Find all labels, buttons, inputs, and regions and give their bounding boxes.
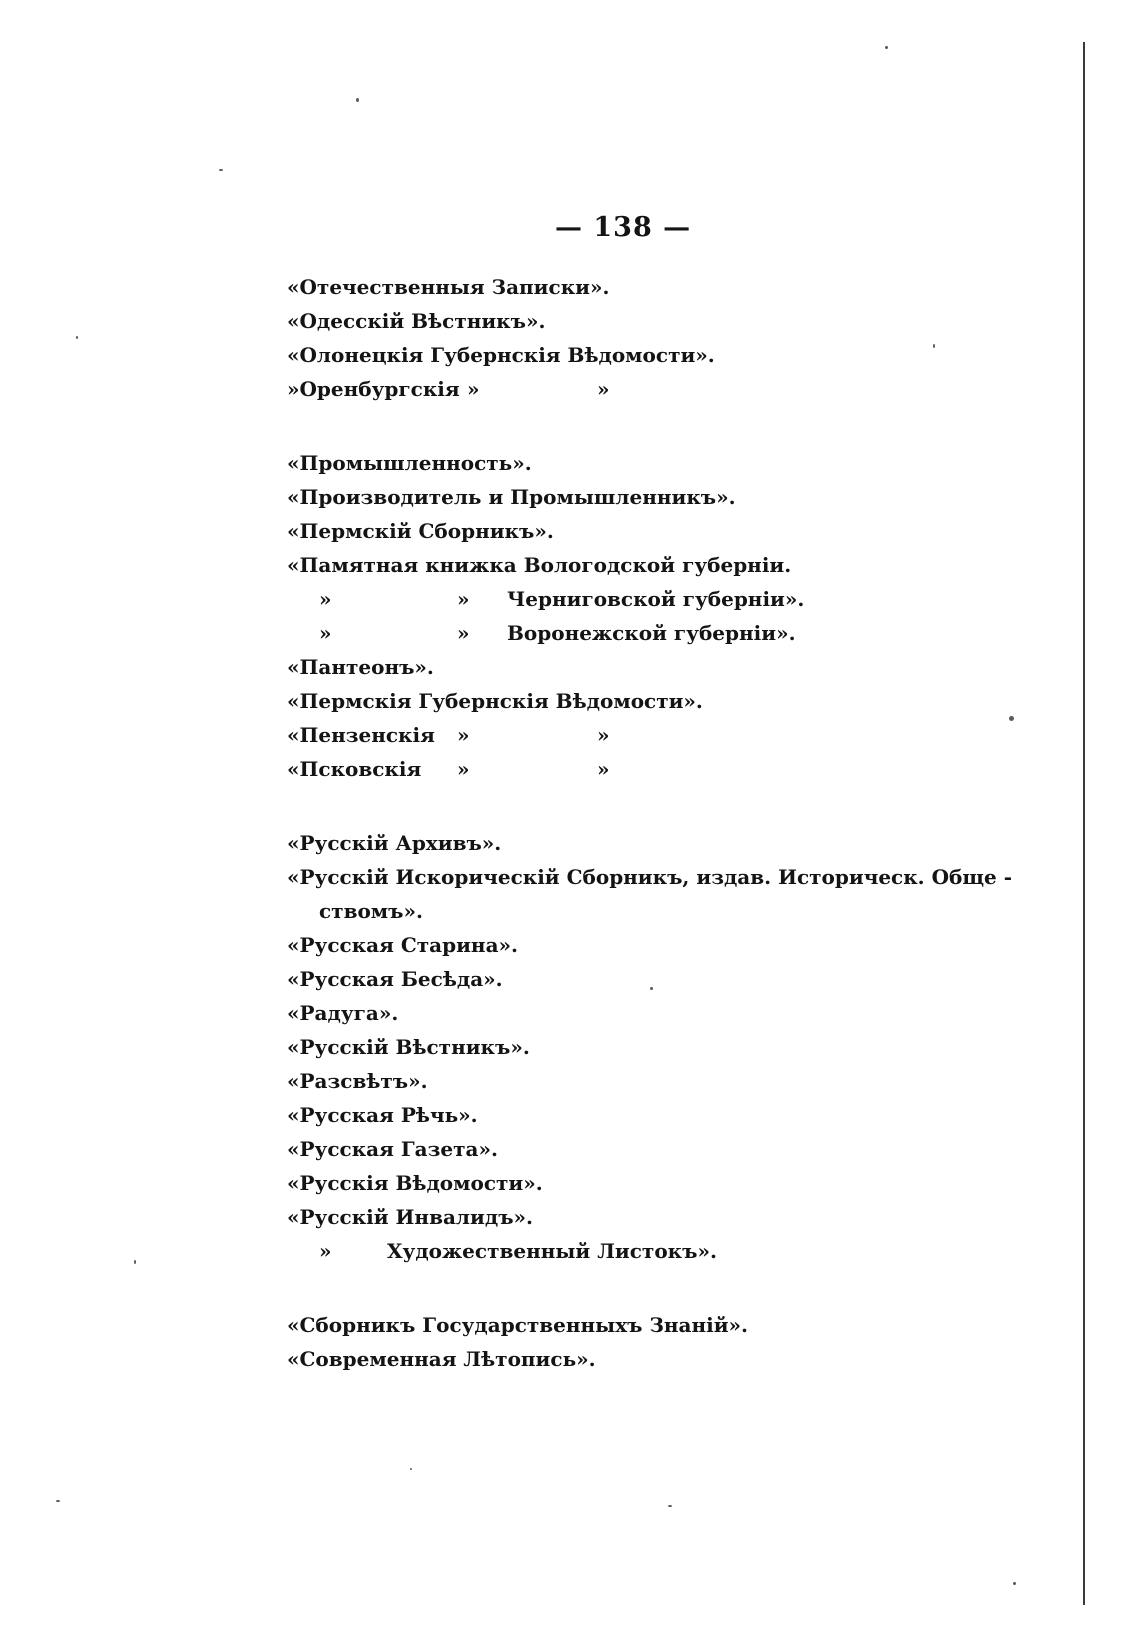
entry-text: «Современная Лѣтопись». [287,1347,596,1371]
scan-speck [134,1260,136,1264]
ditto-mark: » [457,587,470,611]
entry-text: «Русская Рѣчь». [287,1103,478,1127]
list-item [287,752,1047,786]
list-item [287,894,1047,928]
scan-speck [650,987,653,990]
entry-text: «Русскій Искорическій Сборникъ, издав. Историческ. Обще - [287,865,1012,889]
list-item [287,582,1047,616]
entry-text: «Русскія Вѣдомости». [287,1171,543,1195]
entry-text: «Русскій Архивъ». [287,831,502,855]
entry-text: «Сборникъ Государственныхъ Знаній». [287,1313,749,1337]
entry-text: «Пензенскія [287,723,435,747]
entry-text: «Пантеонъ». [287,655,434,679]
ditto-mark: » [467,377,480,401]
list-item [287,962,1047,996]
list-item [287,548,1047,582]
list-item [287,1342,1047,1376]
scan-speck [885,46,888,49]
scan-speck [56,1500,60,1502]
periodicals-list [287,270,1047,1376]
ditto-mark: » [597,723,610,747]
scan-speck [410,1468,412,1470]
ditto-mark: » [319,1239,332,1263]
ditto-mark: » [597,377,610,401]
list-item [287,616,1047,650]
entry-text: Воронежской губерніи». [507,621,796,645]
ditto-mark: » [457,757,470,781]
scan-speck [1009,716,1014,721]
list-item [287,1098,1047,1132]
entry-text: Художественный Листокъ». [387,1239,717,1263]
entry-text: «Русскій Вѣстникъ». [287,1035,530,1059]
scan-speck [933,344,935,348]
entry-text: «Псковскія [287,757,422,781]
entry-text: Черниговской губерніи». [507,587,805,611]
list-item [287,514,1047,548]
list-item [287,1200,1047,1234]
entry-text: «Производитель и Промышленникъ». [287,485,736,509]
ditto-mark: » [457,723,470,747]
list-item [287,826,1047,860]
entry-text: «Пермскія Губернскія Вѣдомости». [287,689,703,713]
entry-text: «Отечественныя Записки». [287,275,610,299]
list-item [287,1234,1047,1268]
entry-text: «Радуга». [287,1001,399,1025]
list-item [287,1064,1047,1098]
ditto-mark: » [597,757,610,781]
ditto-mark: » [457,621,470,645]
scan-speck [356,98,359,102]
ditto-mark: » [319,587,332,611]
ditto-mark: » [319,621,332,645]
page-edge-rule [1083,42,1085,1605]
entry-text: «Русская Старина». [287,933,518,957]
list-item [287,1166,1047,1200]
entry-text: «Русская Газета». [287,1137,498,1161]
list-item [287,1030,1047,1064]
scan-speck [219,169,223,171]
entry-text: «Памятная книжка Вологодской губерніи. [287,553,792,577]
entry-text: «Олонецкія Губернскія Вѣдомости». [287,343,715,367]
section-gap [287,786,1047,826]
list-item [287,996,1047,1030]
entry-text: ствомъ». [319,899,423,923]
scan-speck [1013,1582,1016,1585]
list-item [287,928,1047,962]
entry-text: «Разсвѣтъ». [287,1069,428,1093]
section-gap [287,406,1047,446]
entry-text: «Одесскій Вѣстникъ». [287,309,546,333]
section-gap [287,1268,1047,1308]
entry-text: »Оренбургскія [287,377,460,401]
list-item [287,1132,1047,1166]
entry-text: «Русскій Инвалидъ». [287,1205,533,1229]
list-item [287,446,1047,480]
page-number: — 138 — [555,212,692,243]
list-item [287,372,1047,406]
list-item [287,860,1047,894]
scan-speck [668,1505,672,1507]
scan-speck [76,336,78,339]
list-item [287,480,1047,514]
list-item [287,304,1047,338]
list-item [287,270,1047,304]
list-item [287,684,1047,718]
list-item [287,718,1047,752]
entry-text: «Промышленность». [287,451,532,475]
entry-text: «Пермскій Сборникъ». [287,519,554,543]
list-item [287,1308,1047,1342]
entry-text: «Русская Бесѣда». [287,967,503,991]
list-item [287,650,1047,684]
